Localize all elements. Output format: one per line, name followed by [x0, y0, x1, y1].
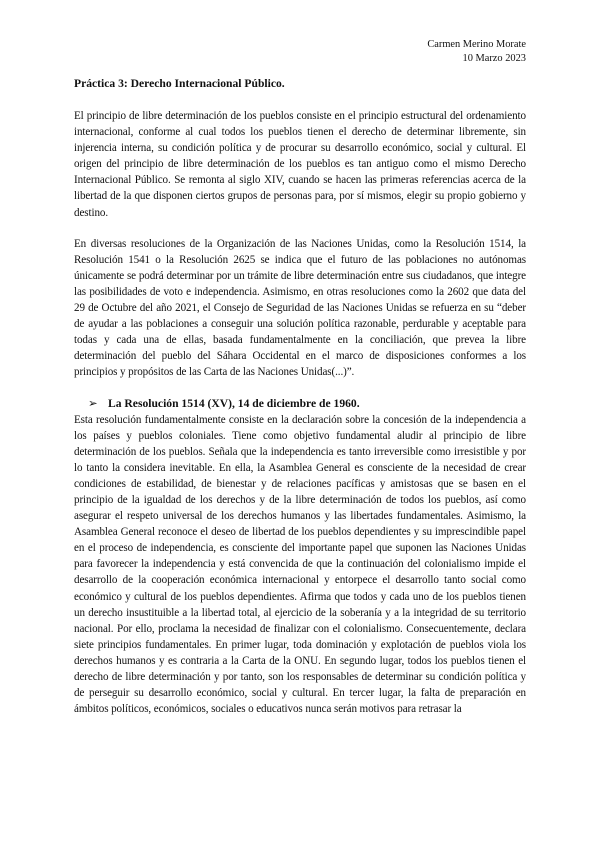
author-name: Carmen Merino Morate	[427, 39, 526, 50]
document-body	[74, 76, 526, 732]
section-body: Esta resolución fundamentalmente consiste en la declaración sobre la concesión de la independencia a los países y pueblos coloniales. Tiene como objetivo fundamental aludir al principio de libre determinación de los pueblos. Señala que la independencia es tanto irreversible como irresistible y por lo tanto la considera inevitable. En ella, la Asamblea General es consciente de la necesidad de crear condiciones de estabilidad, de bienestar y de relaciones pacíficas y amistosas que se basen en el principio de la igualdad de los derechos y de la libre determinación de todos los pueblos, así como asegurar el respeto universal de los derechos humanos y las libertades fundamentales. Asimismo, la Asamblea General reconoce el deseo de libertad de los pueblos dependientes y su imprescindible papel en el proceso de independencia, es consciente del importante papel que suponen las Naciones Unidas para favorecer la independencia y está convencida de que la continuación del colonialismo impide el desarrollo de la cooperación económica internacional y entorpece el desarrollo tanto social como económico y cultural de los pueblos dependientes. Afirma que todos y cada uno de los pueblos tienen un derecho insustituible a la libertad total, al ejercicio de la soberanía y a la integridad de su territorio nacional. Por ello, proclama la necesidad de finalizar con el colonialismo. Consecuentemente, declara siete principios fundamentales. En primer lugar, toda dominación y explotación de pueblos viola los derechos humanos y es contraria a la Carta de la ONU. En segundo lugar, todos los pueblos tienen el derecho de libre determinación y por tanto, son los responsables de determinar su condición política y de perseguir su desarrollo económico, social y cultural. En tercer lugar, la falta de preparación en ámbitos políticos, económicos, sociales o educativos nunca serán motivos para retrasar la	[74, 413, 526, 716]
arrow-bullet-icon: ➢	[88, 396, 98, 410]
section-heading	[74, 396, 526, 412]
document-date: 10 Marzo 2023	[462, 53, 526, 64]
paragraph-intro: El principio de libre determinación de los pueblos consiste en el principio estructural del ordenamiento internacional, conforme al cual todos los pueblos tienen el derecho de determinar libremente, sin injerencia interna, su condición política y de procurar su desarrollo económico, social y cultural. El origen del principio de libre determinación de los pueblos es tan antiguo como el mismo Derecho Internacional Público. Se remonta al siglo XIV, cuando se hacen las primeras referencias acerca de la libertad de la que disponen ciertos grupos de personas para, por sí mismos, elegir su propio gobierno y destino.	[74, 110, 526, 219]
author-block	[427, 38, 526, 66]
section-heading-text: La Resolución 1514 (XV), 14 de diciembre de 1960.	[108, 396, 360, 410]
document-title: Práctica 3: Derecho Internacional Público.	[74, 77, 285, 90]
paragraph-resolutions: En diversas resoluciones de la Organización de las Naciones Unidas, como la Resolución 1514, la Resolución 1541 o la Resolución 2625 se indica que el futuro de las poblaciones no autónomas únicamente se podrá determinar por un trámite de libre determinación entre sus ciudadanos, que integre las posibilidades de voto e independencia. Asimismo, en otras resoluciones como la 2602 que data del 29 de Octubre del año 2021, el Consejo de Seguridad de las Naciones Unidas se refuerza en su “deber de ayudar a las poblaciones a conseguir una solución política razonable, perdurable y aceptable para todas y cada una de ellas, basada fundamentalmente en la conciliación, que prevea la libre determinación del pueblo del Sáhara Occidental en el marco de disposiciones conformes a los principios y propósitos de las Carta de las Naciones Unidas(...)”.	[74, 237, 526, 379]
